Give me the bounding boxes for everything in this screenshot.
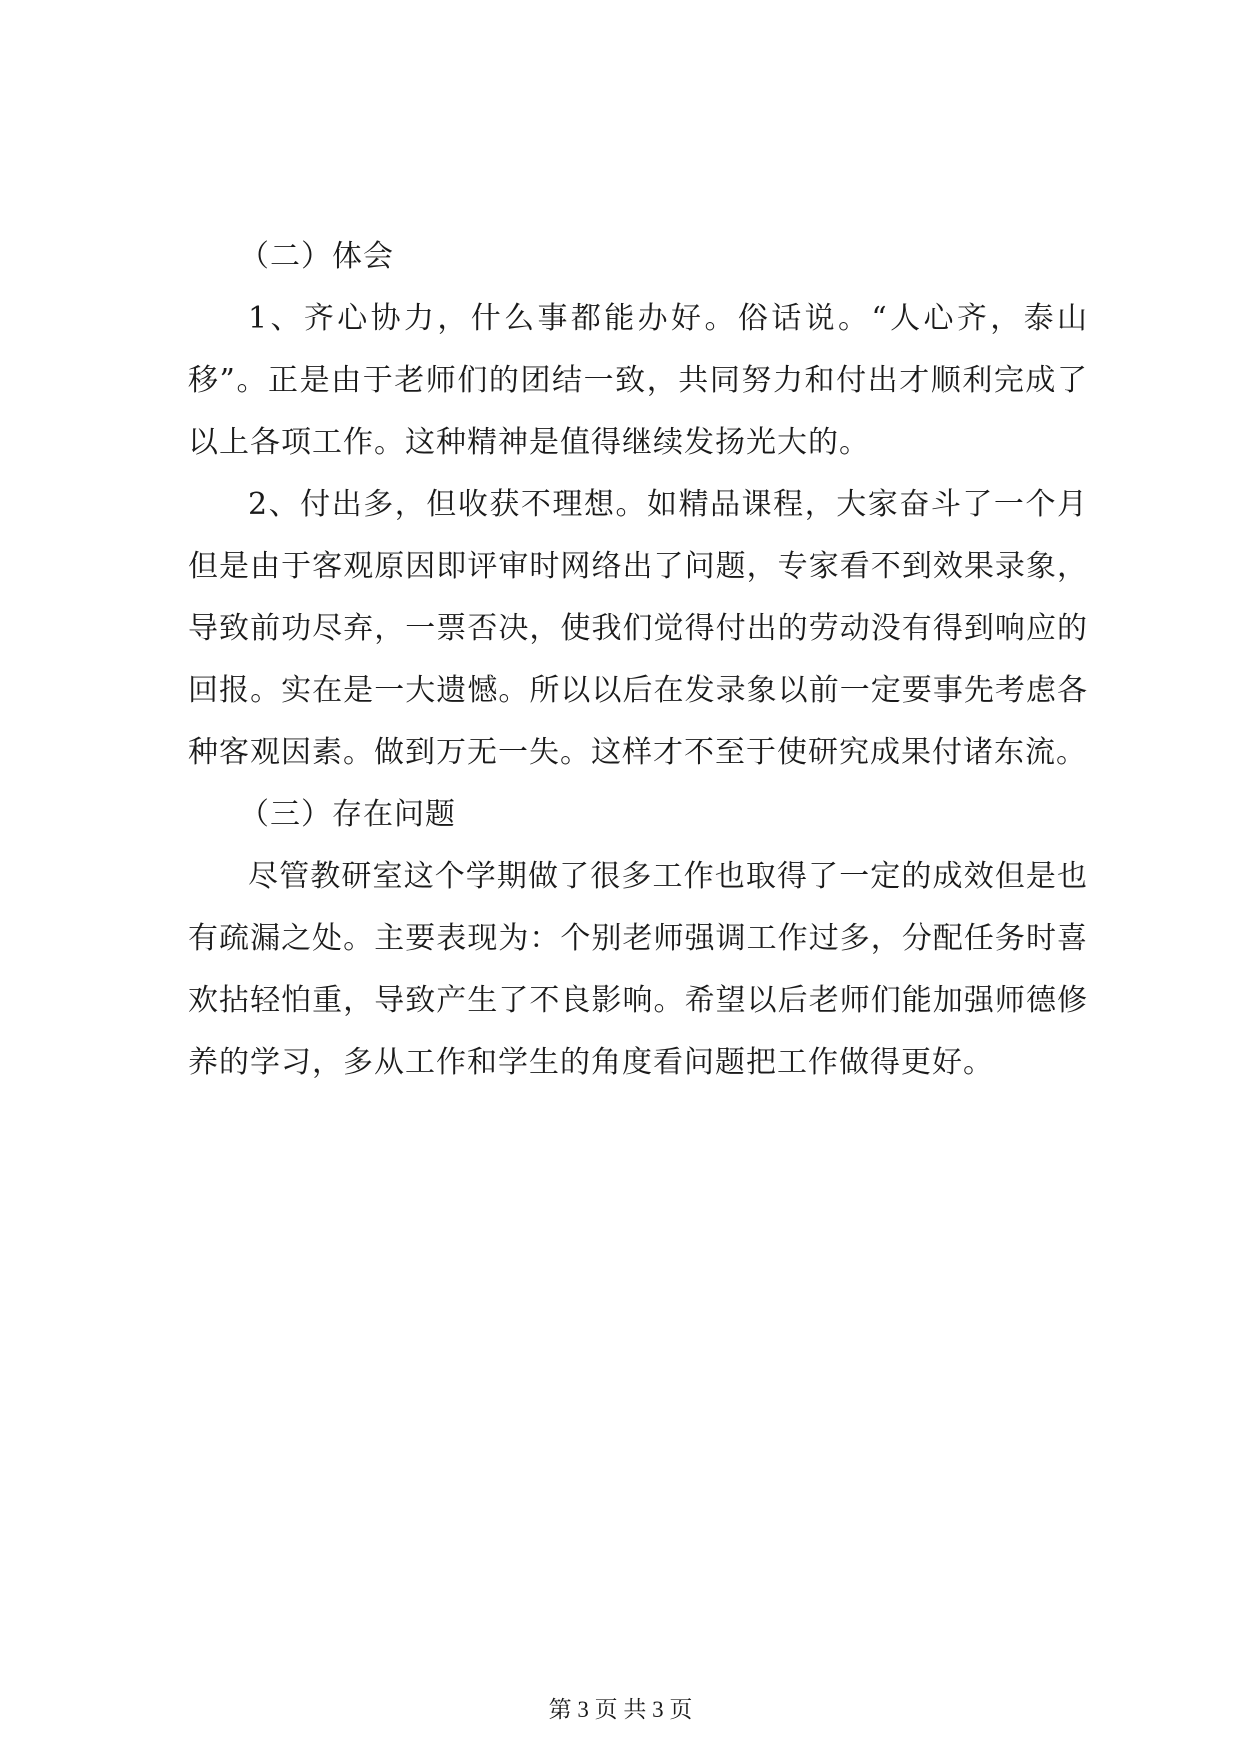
paragraph: 尽管教研室这个学期做了很多工作也取得了一定的成效但是也有疏漏之处。主要表现为：个别老师强调工作过多，分配任务时喜欢拈轻怕重，导致产生了不良影响。希望以后老师们能加强师德修养的学习，多从工作和学生的角度看问题把工作做得更好。 [188, 859, 1088, 1080]
document-body [188, 226, 1088, 1094]
section-heading-tihui: （二）体会 [239, 239, 394, 274]
paragraph: 1、齐心协力，什么事都能办好。俗话说。“人心齐，泰山移”。正是由于老师们的团结一致，共同努力和付出才顺利完成了以上各项工作。这种精神是值得继续发扬光大的。 [188, 301, 1088, 460]
page-number-footer: 第 3 页 共 3 页 [548, 1697, 693, 1722]
paragraph: 2、付出多，但收获不理想。如精品课程，大家奋斗了一个月但是由于客观原因即评审时网络出了问题，专家看不到效果录象，导致前功尽弃，一票否决，使我们觉得付出的劳动没有得到响应的回报。实在是一大遗憾。所以以后在发录象以前一定要事先考虑各种客观因素。做到万无一失。这样才不至于使研究成果付诸东流。 [188, 487, 1088, 770]
section-heading-issues: （三）存在问题 [239, 797, 456, 832]
